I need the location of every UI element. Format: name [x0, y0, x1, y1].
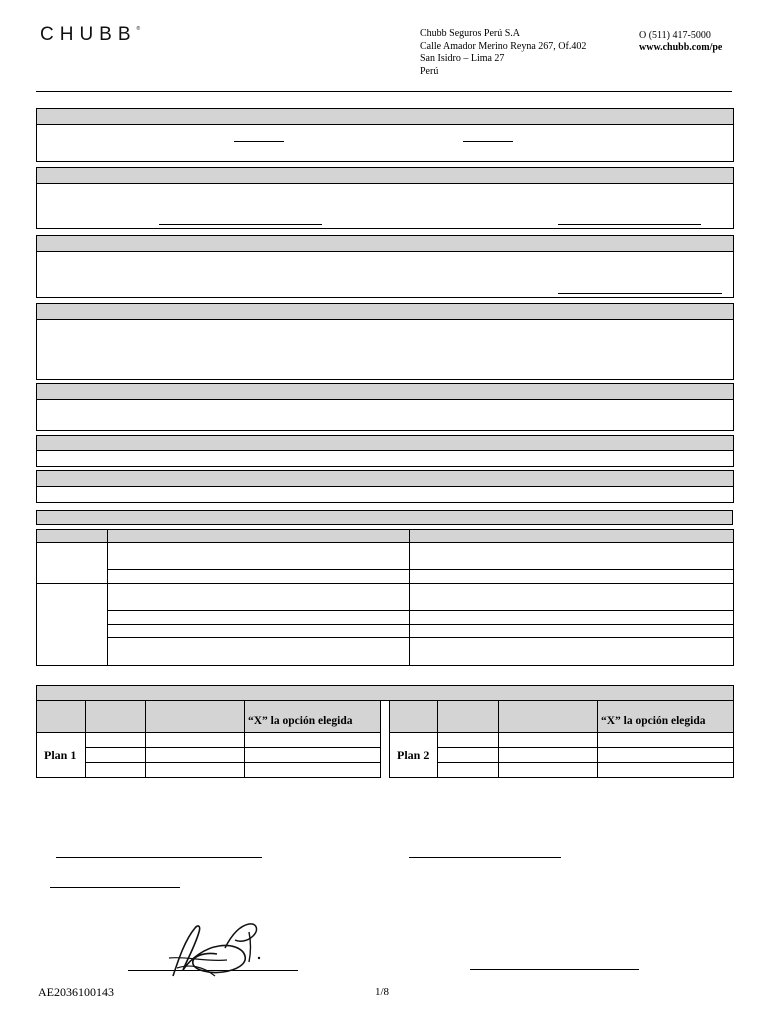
plan-1-row-2-col-2[interactable] — [85, 747, 146, 763]
company-country: Perú — [420, 65, 439, 77]
company-address — [420, 28, 586, 78]
company-website: www.chubb.com/pe — [639, 42, 723, 53]
plan-1-row-2-option[interactable] — [244, 747, 381, 763]
plan-1-row-3-col-2[interactable] — [85, 762, 146, 778]
page-number: 1/8 — [375, 986, 390, 998]
coverage-table-header-col-1 — [36, 529, 108, 543]
date-line[interactable] — [50, 887, 180, 888]
plan-2-row-3-col-3[interactable] — [498, 762, 598, 778]
plan-1-label-cell — [36, 732, 86, 778]
plan-2-row-1-col-3[interactable] — [498, 732, 598, 748]
coverage-row-2-col-2[interactable] — [107, 569, 410, 584]
company-name: Chubb Seguros Perú S.A — [420, 28, 521, 39]
form-section-7 — [36, 470, 734, 503]
logo-text: CHUBB — [40, 24, 137, 45]
logo-registered-mark: ® — [136, 26, 141, 32]
coverage-row-4-col-3[interactable] — [409, 610, 734, 625]
plan-2-row-1-option[interactable] — [597, 732, 734, 748]
plan-1-row-1-option[interactable] — [244, 732, 381, 748]
coverage-group-1-label — [36, 542, 108, 584]
plan-2-row-2-option[interactable] — [597, 747, 734, 763]
coverage-row-3-col-2[interactable] — [107, 583, 410, 611]
plan-2-row-1-col-2[interactable] — [437, 732, 499, 748]
chubb-logo — [40, 24, 140, 46]
section-2-field-1[interactable] — [159, 224, 322, 225]
plan-2-table — [389, 700, 734, 778]
section-6-header-bar — [37, 436, 733, 451]
plan-2-row-2-col-3[interactable] — [498, 747, 598, 763]
coverage-row-6-col-3[interactable] — [409, 637, 734, 666]
plan-1-table — [36, 700, 381, 778]
plan-2-row-3-option[interactable] — [597, 762, 734, 778]
company-phone: O (511) 417-5000 — [639, 30, 711, 41]
header-divider — [36, 91, 732, 92]
section-8-header-bar — [36, 510, 733, 525]
plan-1-row-3-option[interactable] — [244, 762, 381, 778]
plans-header-bar — [36, 685, 734, 701]
company-district: San Isidro – Lima 27 — [420, 53, 505, 64]
plan-1-header-col-2 — [85, 700, 146, 733]
coverage-row-5-col-3[interactable] — [409, 624, 734, 638]
coverage-row-6-col-2[interactable] — [107, 637, 410, 666]
plan-1-row-1-col-3[interactable] — [145, 732, 245, 748]
plan-2-header-col-2 — [437, 700, 499, 733]
plan-1-row-2-col-3[interactable] — [145, 747, 245, 763]
plan-2-header-col-3 — [498, 700, 598, 733]
plan-2-header-option — [597, 700, 734, 733]
plan-2-header-col-1 — [389, 700, 438, 733]
section-2-header-bar — [37, 168, 733, 184]
coverage-row-2-col-3[interactable] — [409, 569, 734, 584]
plan-1-option-header-label: “X” la opción elegida — [248, 715, 353, 727]
signature-line-2[interactable] — [409, 857, 561, 858]
section-3-header-bar — [37, 236, 733, 252]
coverage-row-1-col-2[interactable] — [107, 542, 410, 570]
plan-1-row-1-col-2[interactable] — [85, 732, 146, 748]
section-1-field-2[interactable] — [463, 141, 513, 142]
plan-1-label: Plan 1 — [44, 748, 77, 762]
plan-1-header-col-3 — [145, 700, 245, 733]
form-section-4 — [36, 303, 734, 380]
coverage-row-5-col-2[interactable] — [107, 624, 410, 638]
plan-1-header-option — [244, 700, 381, 733]
section-4-header-bar — [37, 304, 733, 320]
company-street: Calle Amador Merino Reyna 267, Of.402 — [420, 40, 587, 52]
coverage-row-3-col-3[interactable] — [409, 583, 734, 611]
form-section-2 — [36, 167, 734, 229]
company-contact — [639, 30, 722, 54]
plan-2-label: Plan 2 — [397, 748, 430, 762]
plan-1-header-col-1 — [36, 700, 86, 733]
form-section-6 — [36, 435, 734, 467]
handwritten-signature — [165, 918, 265, 980]
coverage-table-header-col-3 — [409, 529, 734, 543]
section-7-header-bar — [37, 471, 733, 487]
form-section-5 — [36, 383, 734, 431]
plan-1-row-3-col-3[interactable] — [145, 762, 245, 778]
section-3-field-1[interactable] — [558, 293, 722, 294]
coverage-table — [36, 529, 734, 666]
plan-2-option-header-label: “X” la opción elegida — [601, 715, 706, 727]
form-section-1 — [36, 108, 734, 162]
coverage-row-1-col-3[interactable] — [409, 542, 734, 570]
section-1-field-1[interactable] — [234, 141, 284, 142]
form-section-3 — [36, 235, 734, 298]
coverage-table-header-col-2 — [107, 529, 410, 543]
document-code: AE2036100143 — [38, 985, 114, 999]
plan-2-row-3-col-2[interactable] — [437, 762, 499, 778]
coverage-group-2-label — [36, 583, 108, 666]
section-1-header-bar — [37, 109, 733, 125]
signature-line-1[interactable] — [56, 857, 262, 858]
coverage-row-4-col-2[interactable] — [107, 610, 410, 625]
section-5-header-bar — [37, 384, 733, 400]
client-signature-line[interactable] — [470, 969, 639, 970]
plan-2-row-2-col-2[interactable] — [437, 747, 499, 763]
plan-2-label-cell — [389, 732, 438, 778]
section-2-field-2[interactable] — [558, 224, 701, 225]
